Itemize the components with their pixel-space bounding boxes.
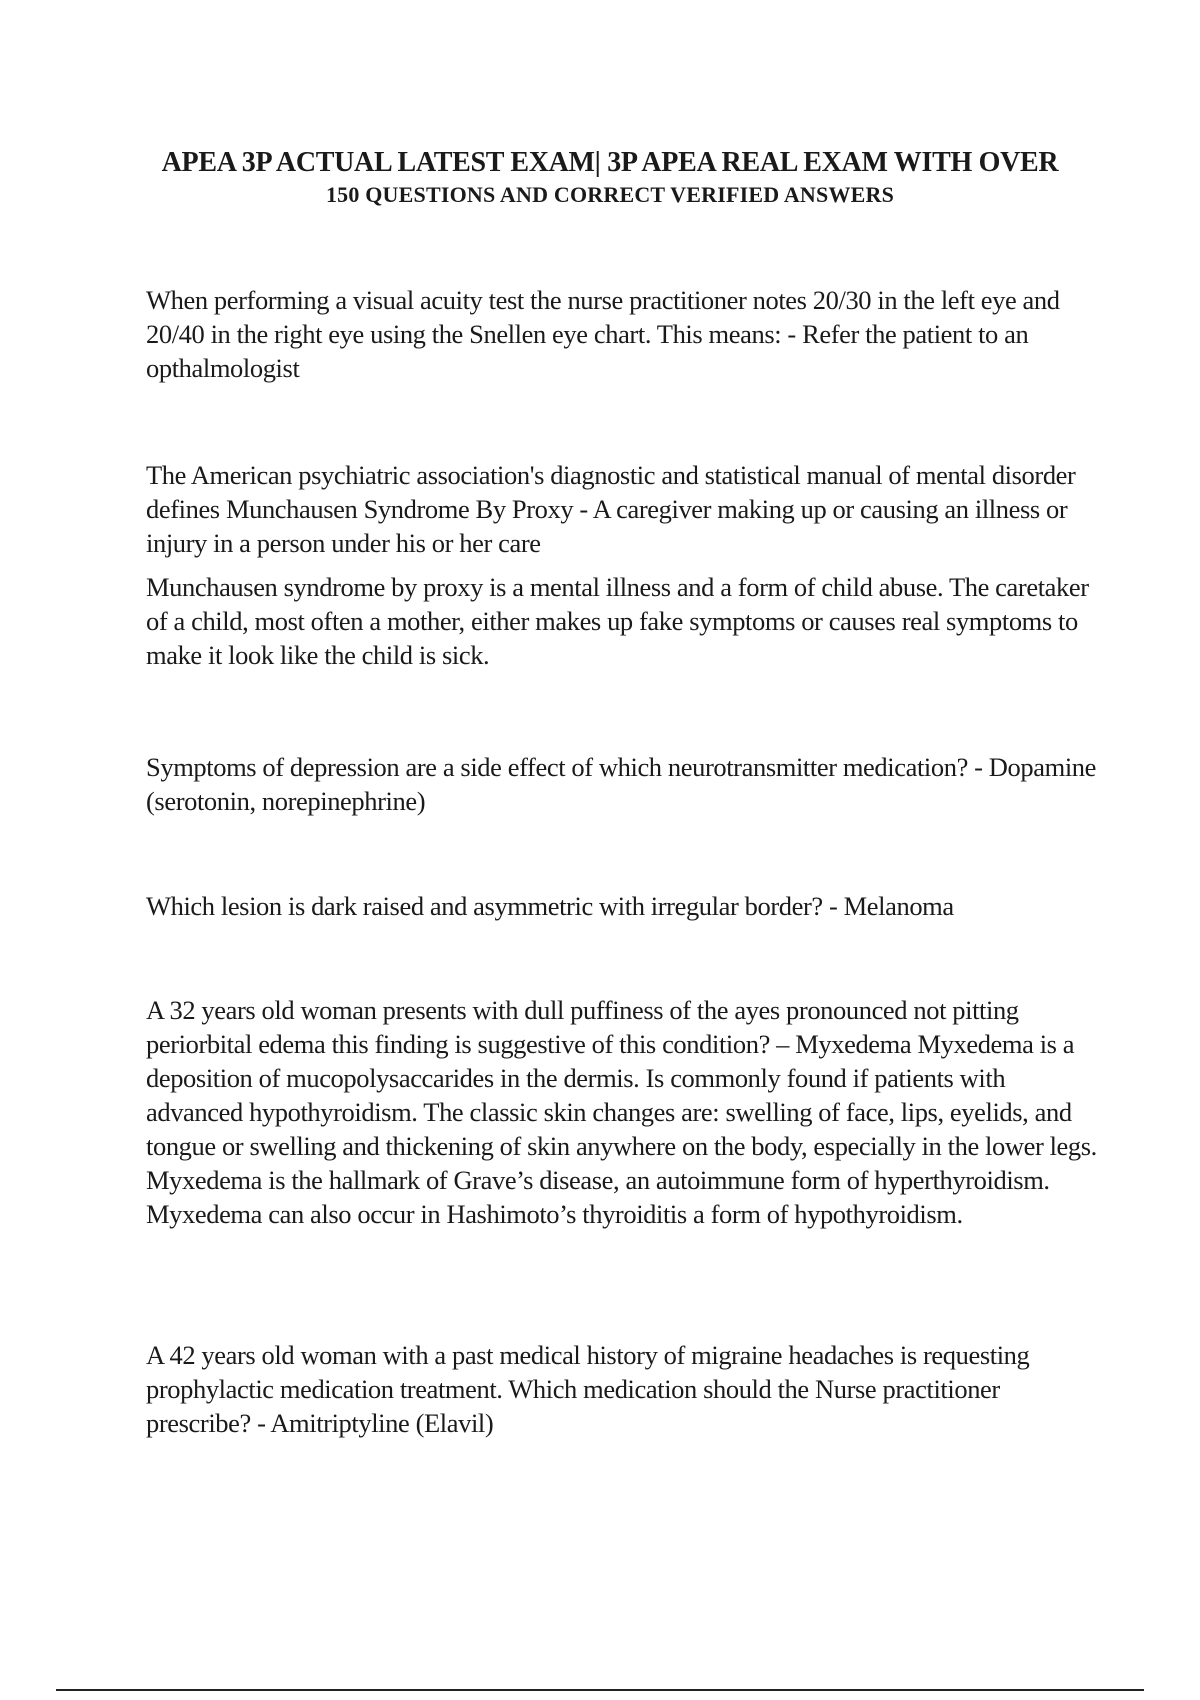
question-block xyxy=(146,889,1106,923)
question-block xyxy=(146,458,1106,672)
title-line-2: 150 QUESTIONS AND CORRECT VERIFIED ANSWERS xyxy=(325,182,895,207)
question-block xyxy=(146,993,1106,1231)
question-answer-text: When performing a visual acuity test the nurse practitioner notes 20/30 in the left eye and 20/40 in the right eye using the Snellen eye chart. This means: - Refer the patient to an opthalmologist xyxy=(146,285,1060,383)
question-answer-text: A 32 years old woman presents with dull puffiness of the ayes pronounced not pitting periorbital edema this finding is suggestive of this condition? – Myxedema Myxedema is a deposition of mucopolysaccarides in the dermis. Is commonly found if patients with advanced hypothyroidism. The classic skin changes are: swelling of face, lips, eyelids, and tongue or swelling and thickening of skin anywhere on the body, especially in the lower legs. Myxedema is the hallmark of Grave’s disease, an autoimmune form of hyperthyroidism. Myxedema can also occur in Hashimoto’s thyroiditis a form of hypothyroidism. xyxy=(146,995,1097,1229)
question-block xyxy=(146,1338,1106,1440)
question-block xyxy=(146,283,1106,385)
question-block xyxy=(146,750,1106,818)
title-line-1: APEA 3P ACTUAL LATEST EXAM| 3P APEA REAL EXAM WITH OVER xyxy=(161,147,1059,178)
question-answer-text: Symptoms of depression are a side effect of which neurotransmitter medication? - Dopamine (serotonin, norepinephrine) xyxy=(146,752,1096,816)
page-bottom-rule xyxy=(56,1689,1144,1691)
question-answer-text: The American psychiatric association's diagnostic and statistical manual of mental disorder defines Munchausen Syndrome By Proxy - A caregiver making up or causing an illness or injury in a person under his or her care xyxy=(146,460,1076,558)
document-title xyxy=(140,146,1080,210)
answer-explanation: Munchausen syndrome by proxy is a mental illness and a form of child abuse. The caretaker of a child, most often a mother, either makes up fake symptoms or causes real symptoms to make it look like the child is sick. xyxy=(146,572,1089,670)
question-answer-text: A 42 years old woman with a past medical history of migraine headaches is requesting prophylactic medication treatment. Which medication should the Nurse practitioner prescribe? - Amitriptyline (Elavil) xyxy=(146,1340,1030,1438)
question-answer-text: Which lesion is dark raised and asymmetric with irregular border? - Melanoma xyxy=(146,891,954,921)
